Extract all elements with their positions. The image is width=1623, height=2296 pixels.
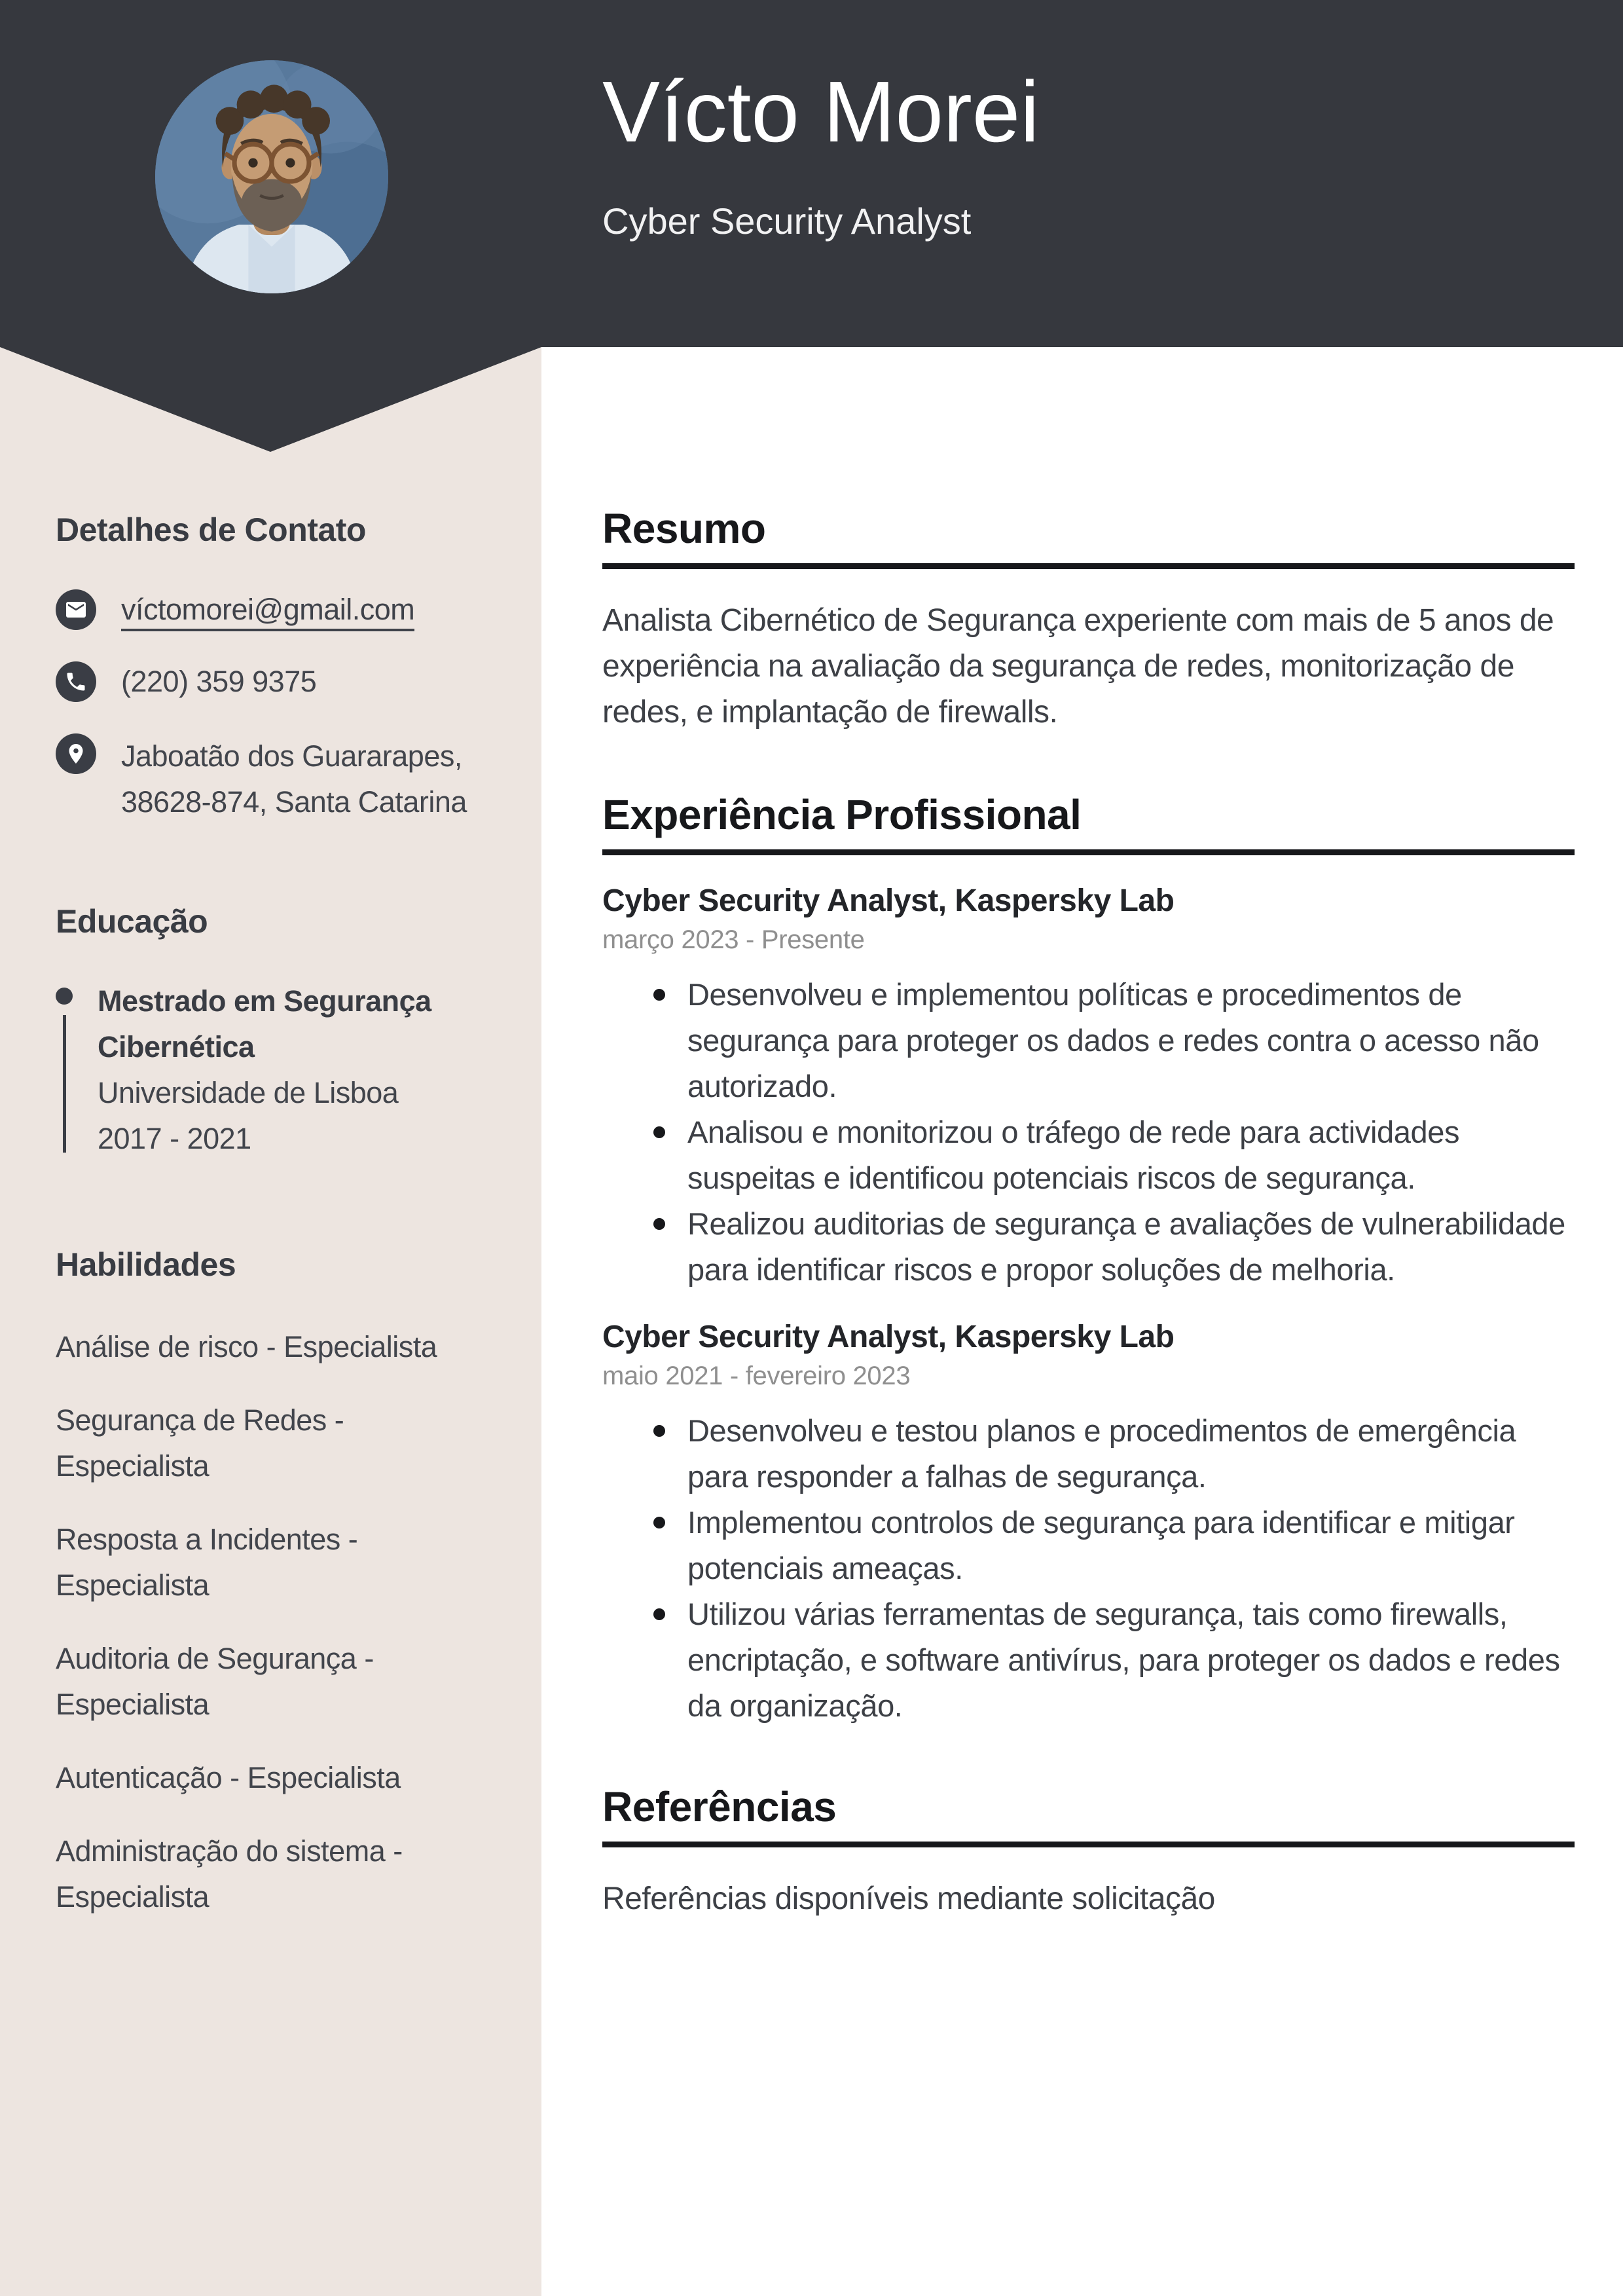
education-dates: 2017 - 2021 bbox=[98, 1122, 251, 1155]
references-heading: Referências bbox=[602, 1783, 837, 1830]
education-item bbox=[56, 978, 490, 1162]
education-section-heading: Educação bbox=[56, 903, 208, 940]
location-icon bbox=[56, 733, 96, 774]
location-line1: Jaboatão dos Guararapes, bbox=[121, 739, 462, 773]
job-bullet: Utilizou várias ferramentas de segurança, tais como firewalls, encriptação, e software antivírus, para proteger os dados e redes da organização. bbox=[602, 1591, 1575, 1729]
header-identity bbox=[602, 58, 1040, 242]
job-title: Cyber Security Analyst, Kaspersky Lab bbox=[602, 883, 1175, 918]
section-rule bbox=[602, 563, 1575, 569]
skill-item: Auditoria de Segurança - Especialista bbox=[56, 1642, 374, 1721]
location-value bbox=[121, 733, 467, 825]
job-bullet: Desenvolveu e testou planos e procedimentos de emergência para responder a falhas de segurança. bbox=[602, 1408, 1575, 1500]
profile-photo bbox=[155, 60, 388, 293]
job-title: Cyber Security Analyst, Kaspersky Lab bbox=[602, 1320, 1175, 1354]
job-entry bbox=[602, 1319, 1575, 1729]
email-value[interactable] bbox=[121, 589, 414, 630]
job-bullet: Desenvolveu e implementou políticas e procedimentos de segurança para proteger os dados e redes contra o acesso não autorizado. bbox=[602, 972, 1575, 1109]
skill-item: Administração do sistema - Especialista bbox=[56, 1834, 403, 1914]
phone-icon bbox=[56, 661, 96, 702]
contact-row-location bbox=[56, 733, 490, 825]
job-bullet: Analisou e monitorizou o tráfego de rede para actividades suspeitas e identificou potenciais riscos de segurança. bbox=[602, 1109, 1575, 1201]
location-line2: 38628-874, Santa Catarina bbox=[121, 785, 467, 819]
job-dates: março 2023 - Presente bbox=[602, 925, 865, 954]
references-text: Referências disponíveis mediante solicitação bbox=[602, 1881, 1215, 1916]
education-school: Universidade de Lisboa bbox=[98, 1076, 399, 1109]
experience-heading: Experiência Profissional bbox=[602, 791, 1082, 838]
job-entry bbox=[602, 883, 1575, 1293]
skill-item: Análise de risco - Especialista bbox=[56, 1330, 437, 1363]
education-details bbox=[98, 978, 490, 1162]
summary-heading: Resumo bbox=[602, 505, 766, 552]
job-dates: maio 2021 - fevereiro 2023 bbox=[602, 1361, 911, 1390]
skill-item: Segurança de Redes - Especialista bbox=[56, 1403, 344, 1483]
summary-text: Analista Cibernético de Segurança experiente com mais de 5 anos de experiência na avaliação da segurança de redes, monitorização de redes, e implantação de firewalls. bbox=[602, 603, 1554, 730]
email-icon bbox=[56, 589, 96, 630]
sidebar bbox=[0, 347, 541, 1948]
job-bullets bbox=[602, 1408, 1575, 1729]
portrait-illustration bbox=[155, 60, 388, 293]
job-bullet: Implementou controlos de segurança para identificar e mitigar potenciais ameaças. bbox=[602, 1500, 1575, 1591]
section-rule bbox=[602, 1842, 1575, 1847]
skill-item: Autenticação - Especialista bbox=[56, 1761, 401, 1794]
skills-list bbox=[56, 1324, 490, 1920]
job-bullets bbox=[602, 972, 1575, 1293]
experience-section bbox=[602, 790, 1575, 1729]
section-rule bbox=[602, 849, 1575, 855]
contact-list bbox=[56, 589, 490, 825]
timeline-dot bbox=[56, 988, 73, 1005]
timeline-line bbox=[63, 1015, 66, 1153]
contact-section-heading: Detalhes de Contato bbox=[56, 511, 366, 548]
contact-row-phone bbox=[56, 661, 490, 702]
candidate-title: Cyber Security Analyst bbox=[602, 200, 972, 242]
skill-item: Resposta a Incidentes - Especialista bbox=[56, 1523, 358, 1602]
summary-section bbox=[602, 504, 1575, 735]
education-degree: Mestrado em Segurança Cibernética bbox=[98, 984, 431, 1064]
job-bullet: Realizou auditorias de segurança e avaliações de vulnerabilidade para identificar riscos e propor soluções de melhoria. bbox=[602, 1201, 1575, 1293]
main-content bbox=[602, 347, 1575, 1922]
contact-row-email bbox=[56, 589, 490, 630]
email-link[interactable]: víctomorei@gmail.com bbox=[121, 593, 414, 631]
phone-value: (220) 359 9375 bbox=[121, 665, 317, 698]
header-banner bbox=[0, 0, 1623, 347]
skills-section-heading: Habilidades bbox=[56, 1246, 236, 1283]
references-section bbox=[602, 1783, 1575, 1922]
candidate-name: Vícto Morei bbox=[602, 64, 1040, 160]
education-timeline-marker bbox=[56, 978, 73, 1162]
